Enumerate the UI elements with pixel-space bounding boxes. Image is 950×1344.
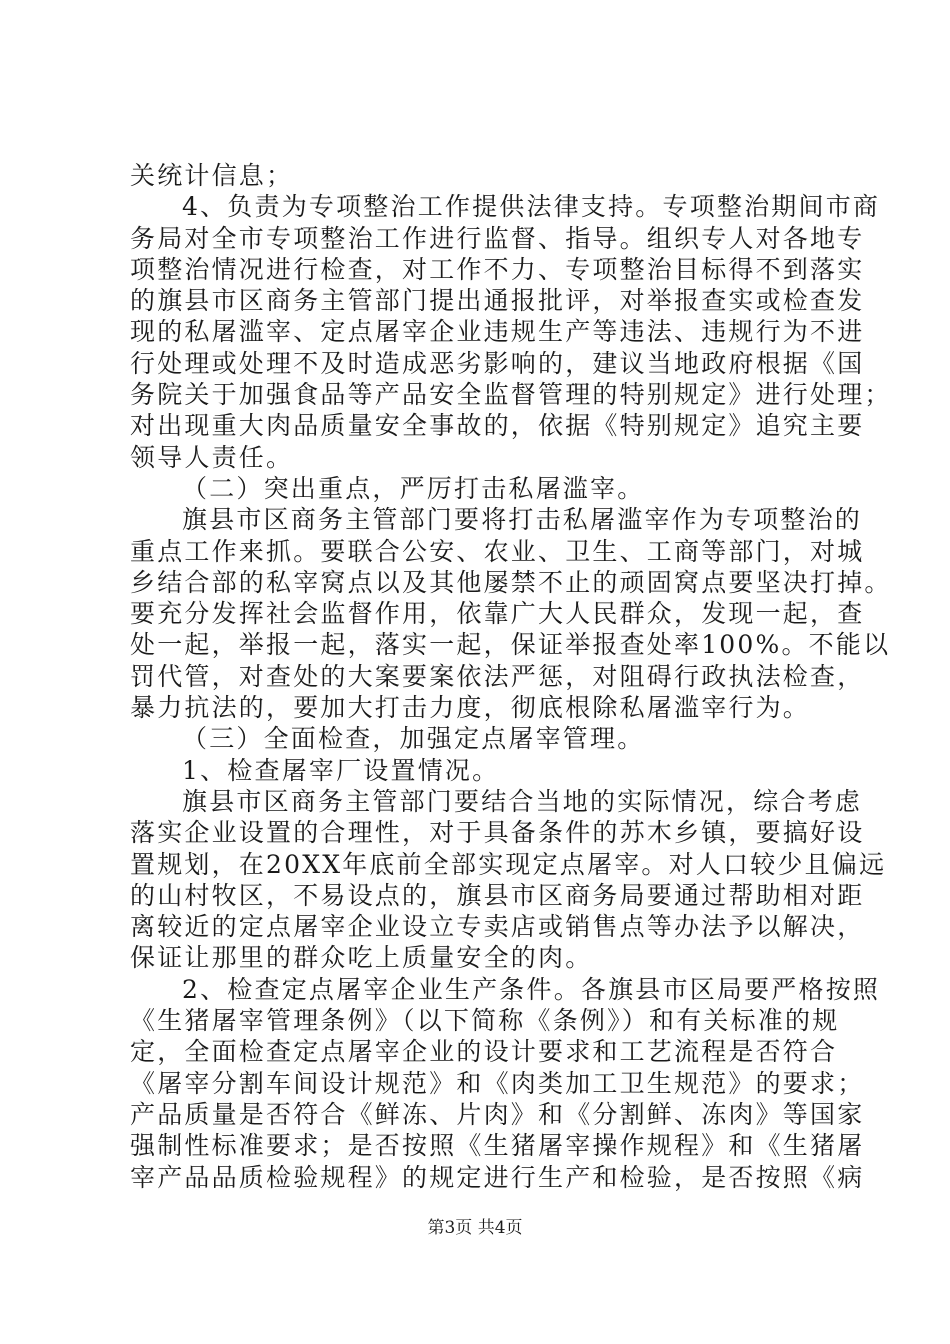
text-line: 定，全面检查定点屠宰企业的设计要求和工艺流程是否符合 — [130, 1037, 838, 1067]
text-line: 项整治情况进行检查，对工作不力、专项整治目标得不到落实 — [130, 254, 865, 284]
text-line: 的山村牧区，不易设点的，旗县市区商务局要通过帮助相对距 — [130, 880, 865, 910]
text-line: 强制性标准要求；是否按照《生猪屠宰操作规程》和《生猪屠 — [130, 1131, 865, 1161]
text-line: 乡结合部的私宰窝点以及其他屡禁不止的顽固窝点要坚决打掉。 — [130, 567, 892, 597]
document-body — [130, 160, 892, 1193]
text-line: 4、负责为专项整治工作提供法律支持。专项整治期间市商 — [182, 192, 881, 222]
paragraph — [130, 723, 830, 754]
page-footer: 第3页 共4页 — [427, 1218, 523, 1238]
text-line: 置规划，在20XX年底前全部实现定点屠宰。对人口较少且偏远 — [130, 849, 887, 879]
paragraph — [130, 504, 892, 723]
text-line: 务院关于加强食品等产品安全监督管理的特别规定》进行处理； — [130, 380, 892, 410]
text-line: （三）全面检查，加强定点屠宰管理。 — [182, 724, 645, 754]
text-line: 暴力抗法的，要加大打击力度，彻底根除私屠滥宰行为。 — [130, 693, 811, 723]
text-line: 关统计信息； — [130, 161, 294, 190]
paragraph — [130, 786, 887, 974]
text-line: 罚代管，对查处的大案要案依法严惩，对阻碍行政执法检查， — [130, 661, 865, 691]
text-line: 2、检查定点屠宰企业生产条件。各旗县市区局要严格按照 — [182, 974, 881, 1004]
paragraph — [130, 191, 892, 473]
text-line: 《生猪屠宰管理条例》（以下简称《条例》）和有关标准的规 — [130, 1006, 840, 1036]
text-line: 要充分发挥社会监督作用，依靠广大人民群众，发现一起，查 — [130, 599, 865, 629]
text-line: 旗县市区商务主管部门要将打击私屠滥宰作为专项整治的 — [182, 505, 863, 535]
paragraph — [130, 160, 830, 191]
text-line: 务局对全市专项整治工作进行监督、指导。组织专人对各地专 — [130, 223, 865, 253]
text-line: 旗县市区商务主管部门要结合当地的实际情况，综合考虑 — [182, 786, 863, 816]
text-line: 1、检查屠宰厂设置情况。 — [182, 755, 500, 785]
text-line: 落实企业设置的合理性，对于具备条件的苏木乡镇，要搞好设 — [130, 818, 865, 848]
text-line: 领导人责任。 — [130, 442, 294, 472]
paragraph — [130, 974, 881, 1193]
text-line: 宰产品品质检验规程》的规定进行生产和检验，是否按照《病 — [130, 1162, 865, 1192]
text-line: 离较近的定点屠宰企业设立专卖店或销售点等办法予以解决， — [130, 912, 865, 942]
text-line: 产品质量是否符合《鲜冻、片肉》和《分割鲜、冻肉》等国家 — [130, 1099, 865, 1129]
paragraph — [130, 755, 830, 786]
paragraph — [130, 473, 830, 504]
text-line: 行处理或处理不及时造成恶劣影响的，建议当地政府根据《国 — [130, 348, 865, 378]
text-line: 《屠宰分割车间设计规范》和《肉类加工卫生规范》的要求； — [130, 1068, 865, 1098]
text-line: 重点工作来抓。要联合公安、农业、卫生、工商等部门，对城 — [130, 536, 865, 566]
text-line: 保证让那里的群众吃上质量安全的肉。 — [130, 943, 593, 973]
text-line: （二）突出重点，严厉打击私屠滥宰。 — [182, 473, 645, 503]
text-line: 处一起，举报一起，落实一起，保证举报查处率100%。不能以 — [130, 630, 891, 660]
text-line: 的旗县市区商务主管部门提出通报批评，对举报查实或检查发 — [130, 286, 865, 316]
text-line: 对出现重大肉品质量安全事故的，依据《特别规定》追究主要 — [130, 411, 865, 441]
text-line: 现的私屠滥宰、定点屠宰企业违规生产等违法、违规行为不进 — [130, 317, 865, 347]
